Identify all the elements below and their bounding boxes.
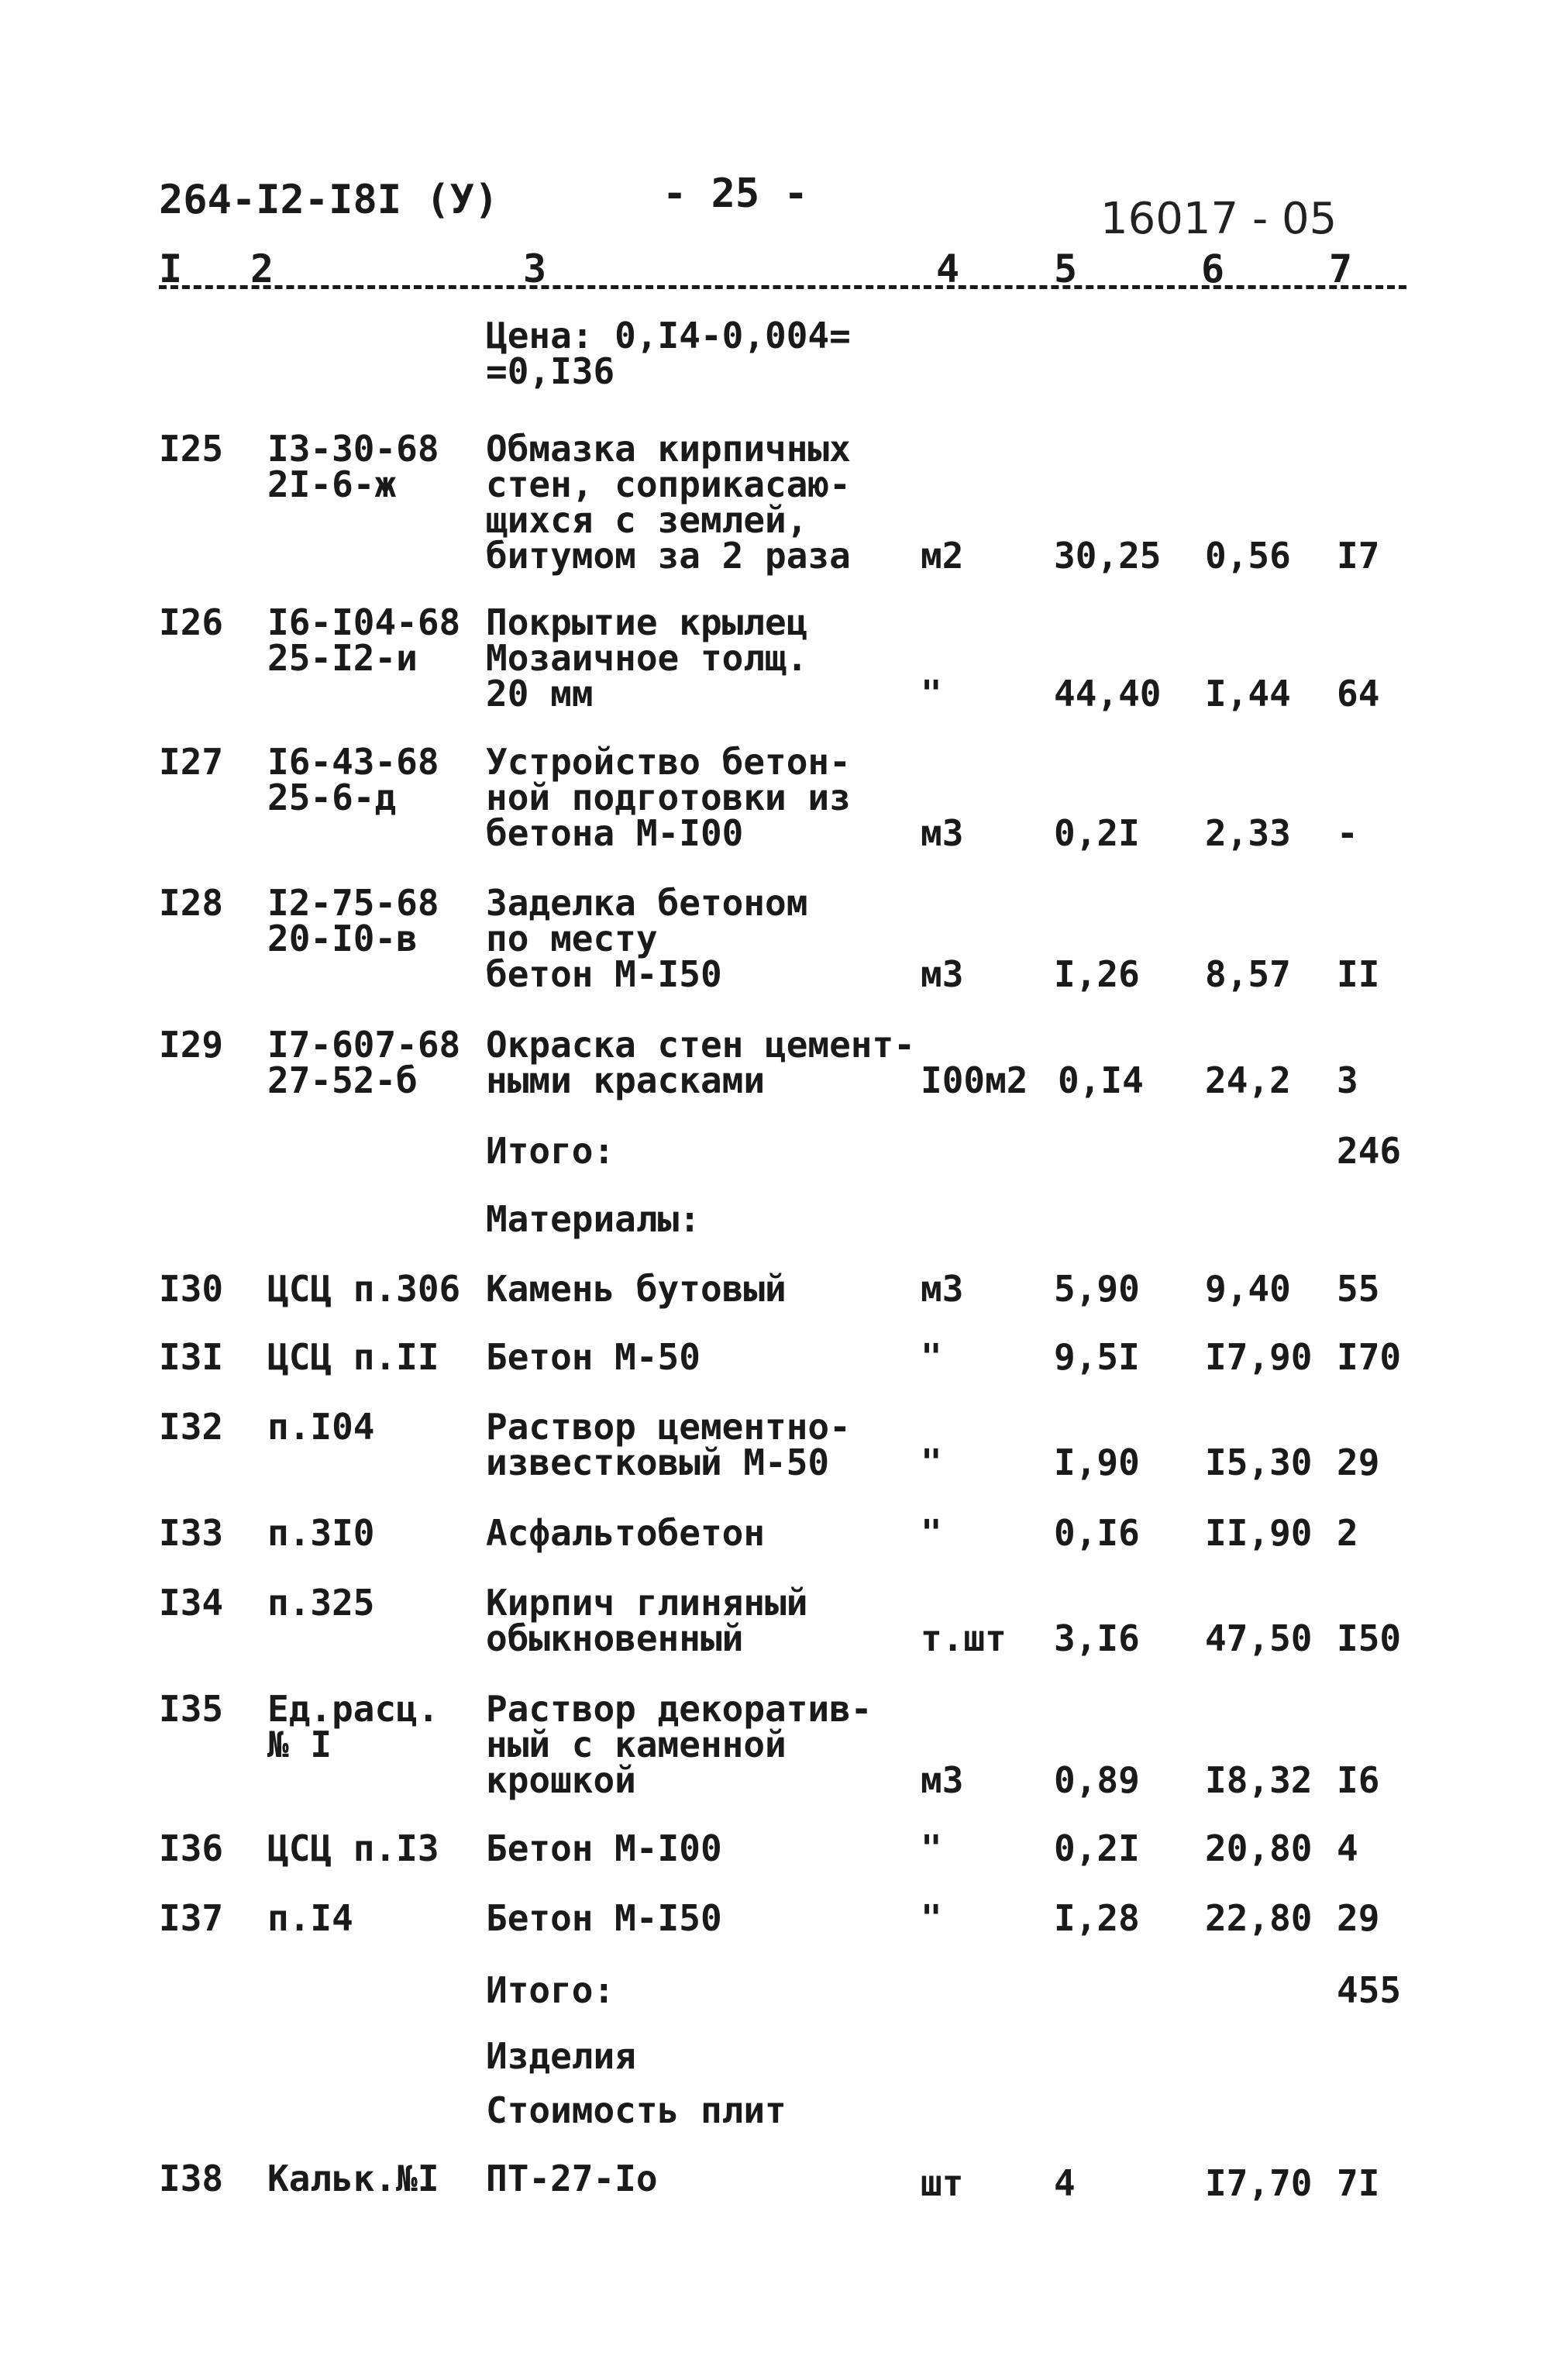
header-dashed-rule — [159, 285, 1406, 289]
materials-label: Материалы: — [486, 1198, 701, 1240]
column-numbers — [159, 246, 1406, 301]
unit: " — [921, 1512, 942, 1554]
unit-price: I7,70 — [1205, 2162, 1313, 2204]
work-description: Окраска стен цемент- ными красками — [486, 1024, 915, 1101]
total-cost: 2 — [1337, 1512, 1358, 1554]
norm-code: п.3I0 — [267, 1512, 375, 1554]
row-number: I25 — [159, 428, 224, 470]
work-description: Обмазка кирпичных стен, соприкасаю- щихся с землей, битумом за 2 раза — [486, 428, 851, 577]
quantity: I,26 — [1054, 953, 1140, 995]
total-cost: I6 — [1337, 1759, 1380, 1801]
total-cost: I7 — [1337, 535, 1380, 577]
quantity: 3,I6 — [1054, 1617, 1140, 1659]
doc-code: 264-I2-I8I (У) — [159, 177, 499, 223]
row-number: I26 — [159, 601, 224, 643]
slabs-cost-label: Стоимость плит — [486, 2089, 787, 2131]
quantity: 0,I6 — [1054, 1512, 1140, 1554]
total-cost: 29 — [1337, 1441, 1380, 1483]
column-number: 4 — [936, 246, 960, 291]
row-number: I28 — [159, 882, 224, 924]
work-description: Устройство бетон- ной подготовки из бетона М-I00 — [486, 741, 851, 854]
column-number: 3 — [523, 246, 547, 291]
total-cost: 4 — [1337, 1827, 1358, 1869]
total-cost: 7I — [1337, 2162, 1380, 2204]
unit-price: 22,80 — [1205, 1897, 1313, 1939]
unit: " — [921, 673, 942, 715]
norm-code: I6-I04-68 25-I2-и — [267, 601, 461, 679]
total-cost: 55 — [1337, 1268, 1380, 1310]
unit-price: I8,32 — [1205, 1759, 1313, 1801]
column-number: 7 — [1329, 246, 1353, 291]
material-description: Камень бутовый — [486, 1268, 787, 1310]
row-number: I36 — [159, 1827, 224, 1869]
quantity: 9,5I — [1054, 1336, 1140, 1378]
unit-price: 0,56 — [1205, 535, 1291, 577]
unit-price: 2,33 — [1205, 812, 1291, 854]
quantity: I,28 — [1054, 1897, 1140, 1939]
material-description: Бетон М-I50 — [486, 1897, 722, 1939]
row-number: I32 — [159, 1406, 224, 1448]
row-number: I29 — [159, 1024, 224, 1066]
unit: " — [921, 1441, 942, 1483]
row-number: I27 — [159, 741, 224, 783]
page-number: - 25 - — [663, 170, 808, 217]
total-cost: I70 — [1337, 1336, 1402, 1378]
quantity: 30,25 — [1054, 535, 1162, 577]
material-description: Раствор декоратив- ный с каменной крошкой — [486, 1688, 873, 1801]
column-number: I — [159, 246, 183, 291]
norm-code: I3-30-68 2I-6-ж — [267, 428, 439, 505]
norm-code: I2-75-68 20-I0-в — [267, 882, 439, 959]
quantity: 0,2I — [1054, 812, 1140, 854]
material-description: Раствор цементно- известковый М-50 — [486, 1406, 851, 1483]
quantity: 0,I4 — [1058, 1059, 1144, 1101]
norm-code: п.I4 — [267, 1897, 353, 1939]
unit: м3 — [921, 1268, 964, 1310]
quantity: 0,89 — [1054, 1759, 1140, 1801]
products-label: Изделия — [486, 2035, 636, 2077]
norm-code: I7-607-68 27-52-б — [267, 1024, 461, 1101]
row-number: I3I — [159, 1336, 224, 1378]
norm-code: I6-43-68 25-6-д — [267, 741, 439, 818]
unit: " — [921, 1897, 942, 1939]
total-cost: I50 — [1337, 1617, 1402, 1659]
norm-code: Кальк.№I — [267, 2158, 439, 2199]
unit-price: I7,90 — [1205, 1336, 1313, 1378]
unit: м3 — [921, 953, 964, 995]
total-value: 455 — [1337, 1969, 1402, 2011]
total-cost: II — [1337, 953, 1380, 995]
material-description: Кирпич глиняный обыкновенный — [486, 1582, 808, 1659]
row-number: I38 — [159, 2158, 224, 2199]
work-description: Заделка бетоном по месту бетон М-I50 — [486, 882, 808, 995]
unit: м3 — [921, 812, 964, 854]
column-number: 5 — [1054, 246, 1078, 291]
norm-code: п.325 — [267, 1582, 375, 1624]
row-number: I37 — [159, 1897, 224, 1939]
unit: м3 — [921, 1759, 964, 1801]
unit: т.шт — [921, 1617, 1007, 1659]
norm-code: ЦСЦ п.I3 — [267, 1827, 439, 1869]
column-number: 6 — [1201, 246, 1225, 291]
row-number: I33 — [159, 1512, 224, 1554]
quantity: 4 — [1054, 2162, 1076, 2204]
column-number: 2 — [250, 246, 274, 291]
unit-price: 20,80 — [1205, 1827, 1313, 1869]
unit: " — [921, 1827, 942, 1869]
quantity: I,90 — [1054, 1441, 1140, 1483]
total-cost: 29 — [1337, 1897, 1380, 1939]
unit: I00м2 — [921, 1059, 1028, 1101]
unit-price: 24,2 — [1205, 1059, 1291, 1101]
price-note: Цена: 0,I4-0,004= =0,I36 — [486, 315, 851, 392]
material-description: Бетон М-I00 — [486, 1827, 722, 1869]
unit-price: 9,40 — [1205, 1268, 1291, 1310]
work-description: Покрытие крылец Мозаичное толщ. 20 мм — [486, 601, 808, 715]
unit: " — [921, 1336, 942, 1378]
material-description: Бетон М-50 — [486, 1336, 701, 1378]
unit: шт — [921, 2162, 964, 2204]
row-number: I35 — [159, 1688, 224, 1730]
total-cost: 64 — [1337, 673, 1380, 715]
row-number: I34 — [159, 1582, 224, 1624]
norm-code: ЦСЦ п.II — [267, 1336, 439, 1378]
norm-code: Ед.расц. № I — [267, 1688, 439, 1765]
total-cost: - — [1337, 812, 1358, 854]
unit: м2 — [921, 535, 964, 577]
norm-code: ЦСЦ п.306 — [267, 1268, 461, 1310]
unit-price: 8,57 — [1205, 953, 1291, 995]
unit-price: I5,30 — [1205, 1441, 1313, 1483]
total-label: Итого: — [486, 1130, 615, 1172]
unit-price: II,90 — [1205, 1512, 1313, 1554]
norm-code: п.I04 — [267, 1406, 375, 1448]
total-value: 246 — [1337, 1130, 1402, 1172]
quantity: 0,2I — [1054, 1827, 1140, 1869]
unit-price: I,44 — [1205, 673, 1291, 715]
handwritten-number: 16017 - 05 — [1100, 194, 1337, 244]
product-description: ПТ-27-Iо — [486, 2158, 658, 2199]
material-description: Асфальтобетон — [486, 1512, 766, 1554]
unit-price: 47,50 — [1205, 1617, 1313, 1659]
total-label: Итого: — [486, 1969, 615, 2011]
quantity: 5,90 — [1054, 1268, 1140, 1310]
row-number: I30 — [159, 1268, 224, 1310]
total-cost: 3 — [1337, 1059, 1358, 1101]
quantity: 44,40 — [1054, 673, 1162, 715]
